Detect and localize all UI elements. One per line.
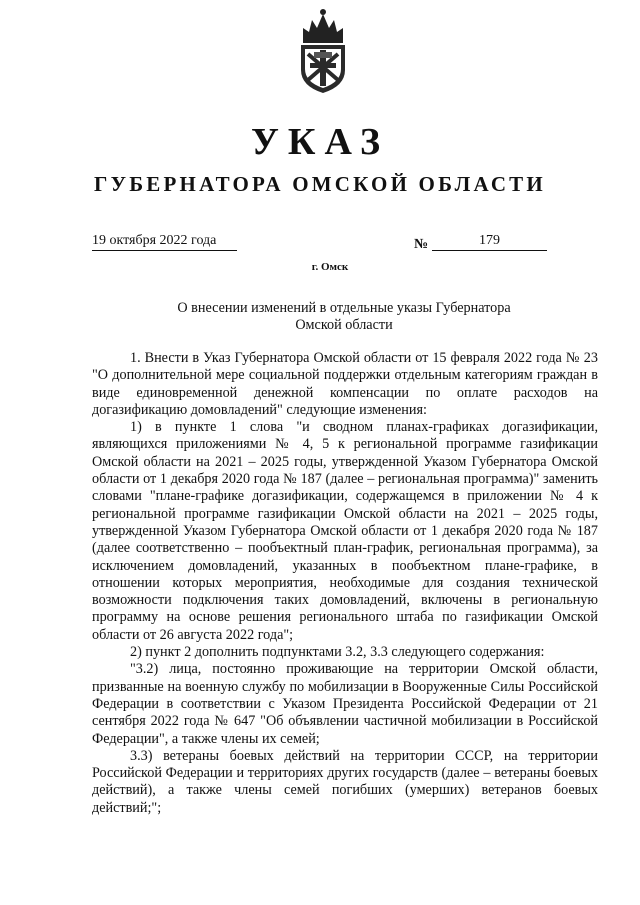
body-paragraph: 2) пункт 2 дополнить подпунктами 3.2, 3.3 следующего содержания: — [130, 644, 545, 661]
decree-body — [92, 350, 598, 817]
body-paragraph: 1. Внести в Указ Губернатора Омской области от 15 февраля 2022 года № 23 "О дополнительной мере социальной поддержки отдельным категориям граждан в виде единовременной денежной компенсации по оплате расходов на догазификацию домовладений" следующие изменения: — [92, 350, 598, 418]
subject-line-1: О внесении изменений в отдельные указы Губернатора — [177, 300, 511, 316]
body-paragraph: 3.3) ветераны боевых действий на территории СССР, на территории Российской Федерации и территориях других государств (далее – ветераны боевых действий), а также члены семей погибших (умерших) ветеранов боевых действий;"; — [92, 747, 598, 816]
decree-subject — [0, 300, 640, 335]
decree-title: УКАЗ — [251, 121, 389, 163]
body-paragraph: 1) в пункте 1 слова "и сводном планах-графиках догазификации, являющихся приложениями № 4, 5 к региональной программе газификации Омской области на 2021 – 2025 годы, утвержденной Указом Губернатора Омской области от 1 декабря 2020 года № 187 (далее – региональная программа)" заменить словами "плане-графике догазификации, содержащемся в приложении № 4 к региональной программе газификации Омской области на 2021 – 2025 годы, утвержденной Указом Губернатора Омской области от 1 декабря 2020 года № 187 (далее соответственно – пообъектный план-график, региональная программа), за исключением домовладений, указанных в пообъектном плане-графике, в отношении которых мероприятия, необходимые для создания технической возможности подключения таких домовладений, включены в региональную программу на основе решения регионального штаба по газификации Омской области от 26 августа 2022 года"; — [92, 419, 598, 643]
body-paragraph: "3.2) лица, постоянно проживающие на территории Омской области, призванные на военную службу по мобилизации в Вооруженные Силы Российской Федерации в соответствии с Указом Президента Российской Федерации от 21 сентября 2022 года № 647 "Об объявлении частичной мобилизации в Российской Федерации", а также члены их семей; — [92, 661, 598, 747]
city-label: г. Омск — [311, 261, 349, 273]
subject-line-2: Омской области — [295, 317, 393, 334]
decree-number: 179 — [432, 232, 547, 251]
number-sign: № — [414, 237, 429, 252]
decree-subtitle: ГУБЕРНАТОРА ОМСКОЙ ОБЛАСТИ — [94, 172, 546, 196]
coat-of-arms-emblem-icon — [294, 8, 352, 94]
decree-date: 19 октября 2022 года — [92, 232, 237, 251]
